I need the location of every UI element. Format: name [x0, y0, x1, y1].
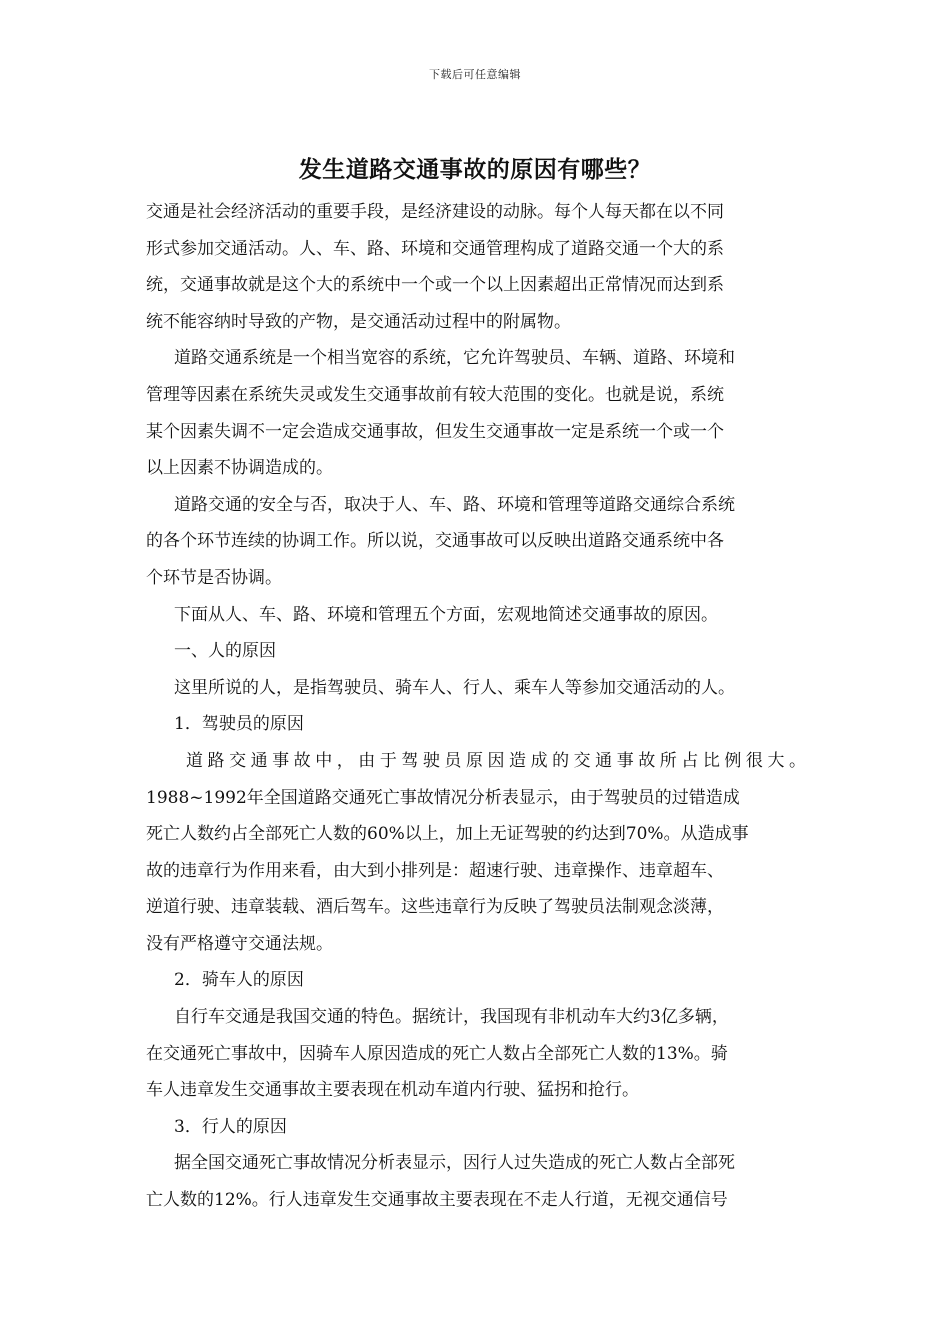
body-line: 亡人数的12%。行人违章发生交通事故主要表现在不走人行道，无视交通信号: [146, 1190, 728, 1211]
body-line: 这里所说的人，是指驾驶员、骑车人、行人、乘车人等参加交通活动的人。: [174, 677, 735, 698]
header-note: 下载后可任意编辑: [429, 68, 521, 81]
body-line: 据全国交通死亡事故情况分析表显示，因行人过失造成的死亡人数占全部死: [174, 1153, 735, 1174]
body-line: 车人违章发生交通事故主要表现在机动车道内行驶、猛拐和抢行。: [146, 1080, 639, 1101]
body-line: 道路交通系统是一个相当宽容的系统，它允许驾驶员、车辆、道路、环境和: [174, 348, 735, 369]
body-line: 没有严格遵守交通法规。: [146, 933, 333, 954]
body-line: 道路交通的安全与否，取决于人、车、路、环境和管理等道路交通综合系统: [174, 494, 735, 515]
body-line: 个环节是否协调。: [146, 567, 282, 588]
body-line: 自行车交通是我国交通的特色。据统计，我国现有非机动车大约3亿多辆，: [174, 1007, 729, 1028]
body-line: 的各个环节连续的协调工作。所以说，交通事故可以反映出道路交通系统中各: [146, 531, 724, 552]
body-line: 死亡人数约占全部死亡人数的60%以上，加上无证驾驶的约达到70%。从造成事: [146, 824, 749, 845]
subsection-heading: 1．驾驶员的原因: [174, 714, 304, 735]
subsection-heading: 2．骑车人的原因: [174, 970, 304, 991]
document-body: [146, 194, 806, 1219]
body-line: 下面从人、车、路、环境和管理五个方面，宏观地简述交通事故的原因。: [174, 604, 718, 625]
body-line: 形式参加交通活动。人、车、路、环境和交通管理构成了道路交通一个大的系: [146, 238, 724, 259]
body-line: 统，交通事故就是这个大的系统中一个或一个以上因素超出正常情况而达到系: [146, 275, 724, 296]
body-line: 交通是社会经济活动的重要手段，是经济建设的动脉。每个人每天都在以不同: [146, 202, 724, 222]
body-line: 在交通死亡事故中，因骑车人原因造成的死亡人数占全部死亡人数的13%。骑: [146, 1043, 728, 1064]
body-line: 1988~1992年全国道路交通死亡事故情况分析表显示，由于驾驶员的过错造成: [146, 787, 740, 808]
body-line: 以上因素不协调造成的。: [146, 458, 333, 479]
body-line: 管理等因素在系统失灵或发生交通事故前有较大范围的变化。也就是说，系统: [146, 384, 724, 405]
body-line: 故的违章行为作用来看，由大到小排列是：超速行驶、违章操作、违章超车、: [146, 860, 724, 881]
body-line: 道路交通事故中，由于驾驶员原因造成的交通事故所占比例很大。: [186, 750, 806, 771]
body-line: 某个因素失调不一定会造成交通事故，但发生交通事故一定是系统一个或一个: [146, 421, 724, 442]
body-line: 逆道行驶、违章装载、酒后驾车。这些违章行为反映了驾驶员法制观念淡薄，: [146, 897, 724, 918]
document-title: 发生道路交通事故的原因有哪些？: [298, 156, 652, 183]
subsection-heading: 3．行人的原因: [174, 1116, 287, 1137]
section-heading: 一、人的原因: [174, 641, 276, 662]
body-line: 统不能容纳时导致的产物，是交通活动过程中的附属物。: [146, 311, 571, 332]
